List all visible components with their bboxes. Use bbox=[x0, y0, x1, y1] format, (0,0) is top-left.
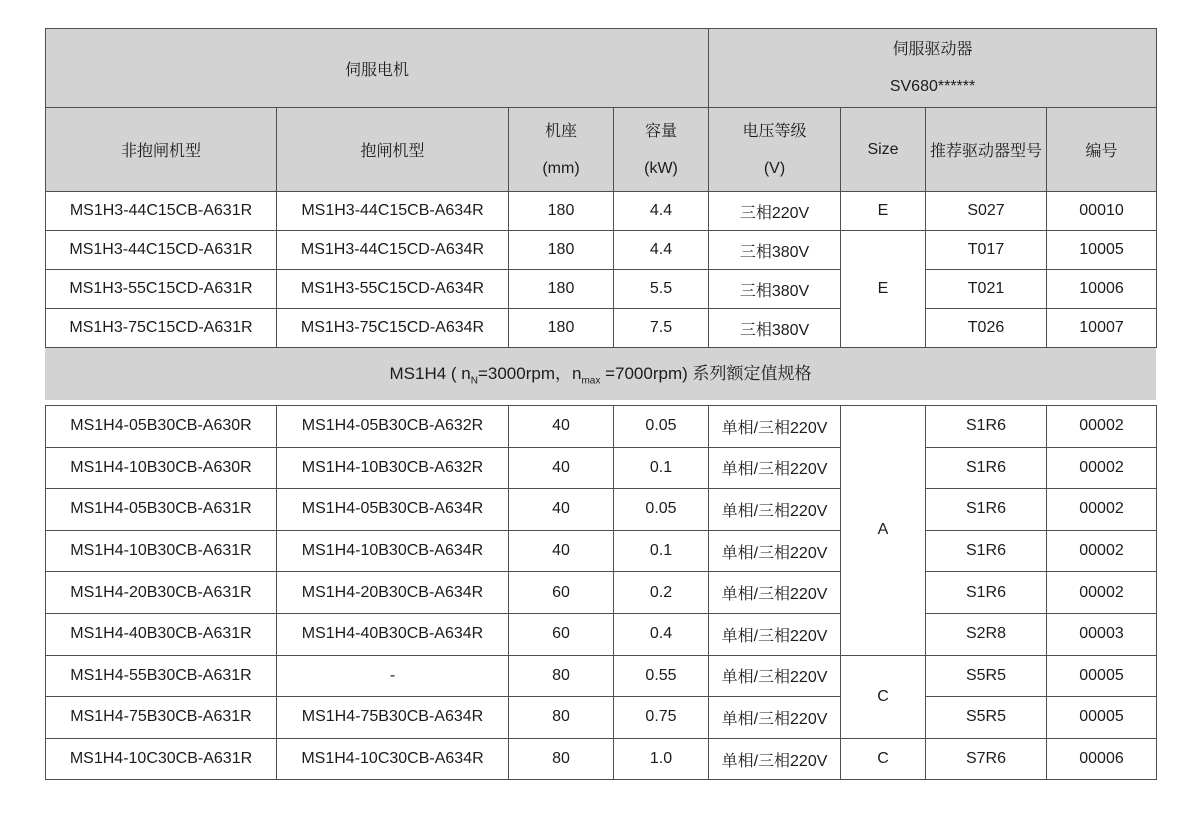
cell-frame-mm: 180 bbox=[509, 270, 614, 309]
cell-size: A bbox=[841, 406, 926, 656]
cell-voltage-class: 单相/三相220V bbox=[709, 406, 841, 448]
cell-frame-mm: 40 bbox=[509, 447, 614, 489]
cell-recommended-driver-model: T021 bbox=[926, 270, 1047, 309]
cell-recommended-driver-model: S027 bbox=[926, 192, 1047, 231]
cell-code: 00005 bbox=[1047, 655, 1157, 697]
cell-code: 10007 bbox=[1047, 309, 1157, 348]
cell-brake-model: - bbox=[277, 655, 509, 697]
cell-frame-mm: 80 bbox=[509, 738, 614, 780]
cell-capacity-kw: 0.2 bbox=[614, 572, 709, 614]
cell-frame-mm: 60 bbox=[509, 572, 614, 614]
cell-frame-mm: 180 bbox=[509, 231, 614, 270]
cell-size: C bbox=[841, 738, 926, 780]
cell-code: 00002 bbox=[1047, 447, 1157, 489]
cell-frame-mm: 80 bbox=[509, 697, 614, 739]
servo-motor-group-label: 伺服电机 bbox=[345, 61, 410, 79]
table-row bbox=[46, 530, 1157, 572]
cell-non-brake-model: MS1H4-10C30CB-A631R bbox=[46, 738, 277, 780]
cell-frame-mm: 40 bbox=[509, 406, 614, 448]
cell-brake-model: MS1H4-10B30CB-A634R bbox=[277, 530, 509, 572]
col-header-non-brake-model: 非抱闸机型 bbox=[46, 108, 277, 192]
cell-voltage-class: 单相/三相220V bbox=[709, 697, 841, 739]
cell-brake-model: MS1H4-10C30CB-A634R bbox=[277, 738, 509, 780]
cell-frame-mm: 60 bbox=[509, 613, 614, 655]
table-row bbox=[46, 231, 1157, 270]
cell-code: 00002 bbox=[1047, 406, 1157, 448]
cell-non-brake-model: MS1H4-10B30CB-A630R bbox=[46, 447, 277, 489]
column-header-row bbox=[46, 108, 1157, 192]
servo-motor-group-header bbox=[46, 29, 709, 108]
cell-recommended-driver-model: S1R6 bbox=[926, 530, 1047, 572]
table-header bbox=[46, 29, 1157, 192]
cell-capacity-kw: 0.4 bbox=[614, 613, 709, 655]
cell-non-brake-model: MS1H4-10B30CB-A631R bbox=[46, 530, 277, 572]
cell-non-brake-model: MS1H4-55B30CB-A631R bbox=[46, 655, 277, 697]
cell-recommended-driver-model: S1R6 bbox=[926, 447, 1047, 489]
cell-capacity-kw: 0.05 bbox=[614, 406, 709, 448]
cell-code: 10006 bbox=[1047, 270, 1157, 309]
table-row bbox=[46, 697, 1157, 739]
table-row bbox=[46, 489, 1157, 531]
cell-recommended-driver-model: S5R5 bbox=[926, 697, 1047, 739]
cell-non-brake-model: MS1H4-05B30CB-A630R bbox=[46, 406, 277, 448]
table-row bbox=[46, 572, 1157, 614]
cell-non-brake-model: MS1H3-55C15CD-A631R bbox=[46, 270, 277, 309]
table-row bbox=[46, 655, 1157, 697]
spec-table-ms1h4 bbox=[45, 405, 1157, 780]
band-sub-max: max bbox=[581, 375, 601, 387]
servo-drive-series-label: SV680****** bbox=[889, 78, 976, 95]
cell-code: 00002 bbox=[1047, 530, 1157, 572]
table-row bbox=[46, 270, 1157, 309]
cell-voltage-class: 三相220V bbox=[709, 192, 841, 231]
col-header-size: Size bbox=[841, 108, 926, 192]
cell-non-brake-model: MS1H4-20B30CB-A631R bbox=[46, 572, 277, 614]
cell-recommended-driver-model: S1R6 bbox=[926, 406, 1047, 448]
cell-voltage-class: 单相/三相220V bbox=[709, 447, 841, 489]
spec-table-ms1h3 bbox=[45, 28, 1157, 348]
cell-non-brake-model: MS1H3-44C15CD-A631R bbox=[46, 231, 277, 270]
cell-code: 00006 bbox=[1047, 738, 1157, 780]
cell-size: E bbox=[841, 231, 926, 348]
cell-brake-model: MS1H3-44C15CD-A634R bbox=[277, 231, 509, 270]
cell-voltage-class: 单相/三相220V bbox=[709, 738, 841, 780]
band-text-2: =3000rpm，n bbox=[477, 364, 582, 383]
cell-code: 00003 bbox=[1047, 613, 1157, 655]
cell-brake-model: MS1H4-05B30CB-A632R bbox=[277, 406, 509, 448]
cell-voltage-class: 三相380V bbox=[709, 231, 841, 270]
cell-voltage-class: 单相/三相220V bbox=[709, 489, 841, 531]
cell-voltage-class: 单相/三相220V bbox=[709, 613, 841, 655]
cell-capacity-kw: 0.1 bbox=[614, 530, 709, 572]
cell-voltage-class: 三相380V bbox=[709, 270, 841, 309]
col-header-capacity: 容量 (kW) bbox=[614, 108, 709, 192]
cell-brake-model: MS1H4-20B30CB-A634R bbox=[277, 572, 509, 614]
cell-frame-mm: 40 bbox=[509, 530, 614, 572]
cell-capacity-kw: 0.05 bbox=[614, 489, 709, 531]
band-text-3: =7000rpm) 系列额定值规格 bbox=[600, 364, 812, 383]
cell-voltage-class: 单相/三相220V bbox=[709, 530, 841, 572]
cell-recommended-driver-model: S5R5 bbox=[926, 655, 1047, 697]
cell-code: 00002 bbox=[1047, 572, 1157, 614]
cell-non-brake-model: MS1H4-05B30CB-A631R bbox=[46, 489, 277, 531]
cell-code: 10005 bbox=[1047, 231, 1157, 270]
table-row bbox=[46, 738, 1157, 780]
cell-brake-model: MS1H4-10B30CB-A632R bbox=[277, 447, 509, 489]
cell-frame-mm: 180 bbox=[509, 309, 614, 348]
table-row bbox=[46, 192, 1157, 231]
cell-code: 00010 bbox=[1047, 192, 1157, 231]
cell-capacity-kw: 1.0 bbox=[614, 738, 709, 780]
spec-table-wrapper bbox=[45, 28, 1156, 780]
cell-brake-model: MS1H4-05B30CB-A634R bbox=[277, 489, 509, 531]
cell-capacity-kw: 0.1 bbox=[614, 447, 709, 489]
cell-non-brake-model: MS1H4-75B30CB-A631R bbox=[46, 697, 277, 739]
col-header-driver-model: 推荐驱动器型号 bbox=[926, 108, 1047, 192]
cell-capacity-kw: 4.4 bbox=[614, 231, 709, 270]
cell-recommended-driver-model: S2R8 bbox=[926, 613, 1047, 655]
cell-recommended-driver-model: S7R6 bbox=[926, 738, 1047, 780]
cell-recommended-driver-model: S1R6 bbox=[926, 572, 1047, 614]
servo-drive-group-header bbox=[709, 29, 1157, 108]
cell-voltage-class: 三相380V bbox=[709, 309, 841, 348]
cell-size: E bbox=[841, 192, 926, 231]
cell-brake-model: MS1H4-75B30CB-A634R bbox=[277, 697, 509, 739]
cell-recommended-driver-model: T017 bbox=[926, 231, 1047, 270]
cell-brake-model: MS1H3-75C15CD-A634R bbox=[277, 309, 509, 348]
table-row bbox=[46, 613, 1157, 655]
col-header-frame: 机座 (mm) bbox=[509, 108, 614, 192]
cell-frame-mm: 180 bbox=[509, 192, 614, 231]
band-text-1: MS1H4 ( n bbox=[389, 364, 471, 383]
table-row bbox=[46, 406, 1157, 448]
cell-capacity-kw: 0.55 bbox=[614, 655, 709, 697]
cell-brake-model: MS1H4-40B30CB-A634R bbox=[277, 613, 509, 655]
table-row bbox=[46, 447, 1157, 489]
band-sub-n: N bbox=[470, 375, 478, 387]
cell-capacity-kw: 0.75 bbox=[614, 697, 709, 739]
cell-capacity-kw: 5.5 bbox=[614, 270, 709, 309]
cell-brake-model: MS1H3-55C15CD-A634R bbox=[277, 270, 509, 309]
col-header-code: 编号 bbox=[1047, 108, 1157, 192]
cell-non-brake-model: MS1H3-75C15CD-A631R bbox=[46, 309, 277, 348]
cell-frame-mm: 40 bbox=[509, 489, 614, 531]
group-header-row bbox=[46, 29, 1157, 108]
cell-non-brake-model: MS1H3-44C15CB-A631R bbox=[46, 192, 277, 231]
ms1h4-rows bbox=[46, 406, 1157, 780]
cell-recommended-driver-model: S1R6 bbox=[926, 489, 1047, 531]
cell-capacity-kw: 4.4 bbox=[614, 192, 709, 231]
cell-voltage-class: 单相/三相220V bbox=[709, 572, 841, 614]
cell-brake-model: MS1H3-44C15CB-A634R bbox=[277, 192, 509, 231]
cell-recommended-driver-model: T026 bbox=[926, 309, 1047, 348]
cell-size: C bbox=[841, 655, 926, 738]
cell-code: 00002 bbox=[1047, 489, 1157, 531]
col-header-brake-model: 抱闸机型 bbox=[277, 108, 509, 192]
cell-frame-mm: 80 bbox=[509, 655, 614, 697]
cell-capacity-kw: 7.5 bbox=[614, 309, 709, 348]
col-header-voltage: 电压等级 (V) bbox=[709, 108, 841, 192]
cell-non-brake-model: MS1H4-40B30CB-A631R bbox=[46, 613, 277, 655]
cell-code: 00005 bbox=[1047, 697, 1157, 739]
ms1h3-rows bbox=[46, 192, 1157, 348]
ms1h4-series-band bbox=[45, 348, 1156, 400]
cell-voltage-class: 单相/三相220V bbox=[709, 655, 841, 697]
servo-drive-group-label: 伺服驱动器 bbox=[892, 41, 973, 58]
table-row bbox=[46, 309, 1157, 348]
